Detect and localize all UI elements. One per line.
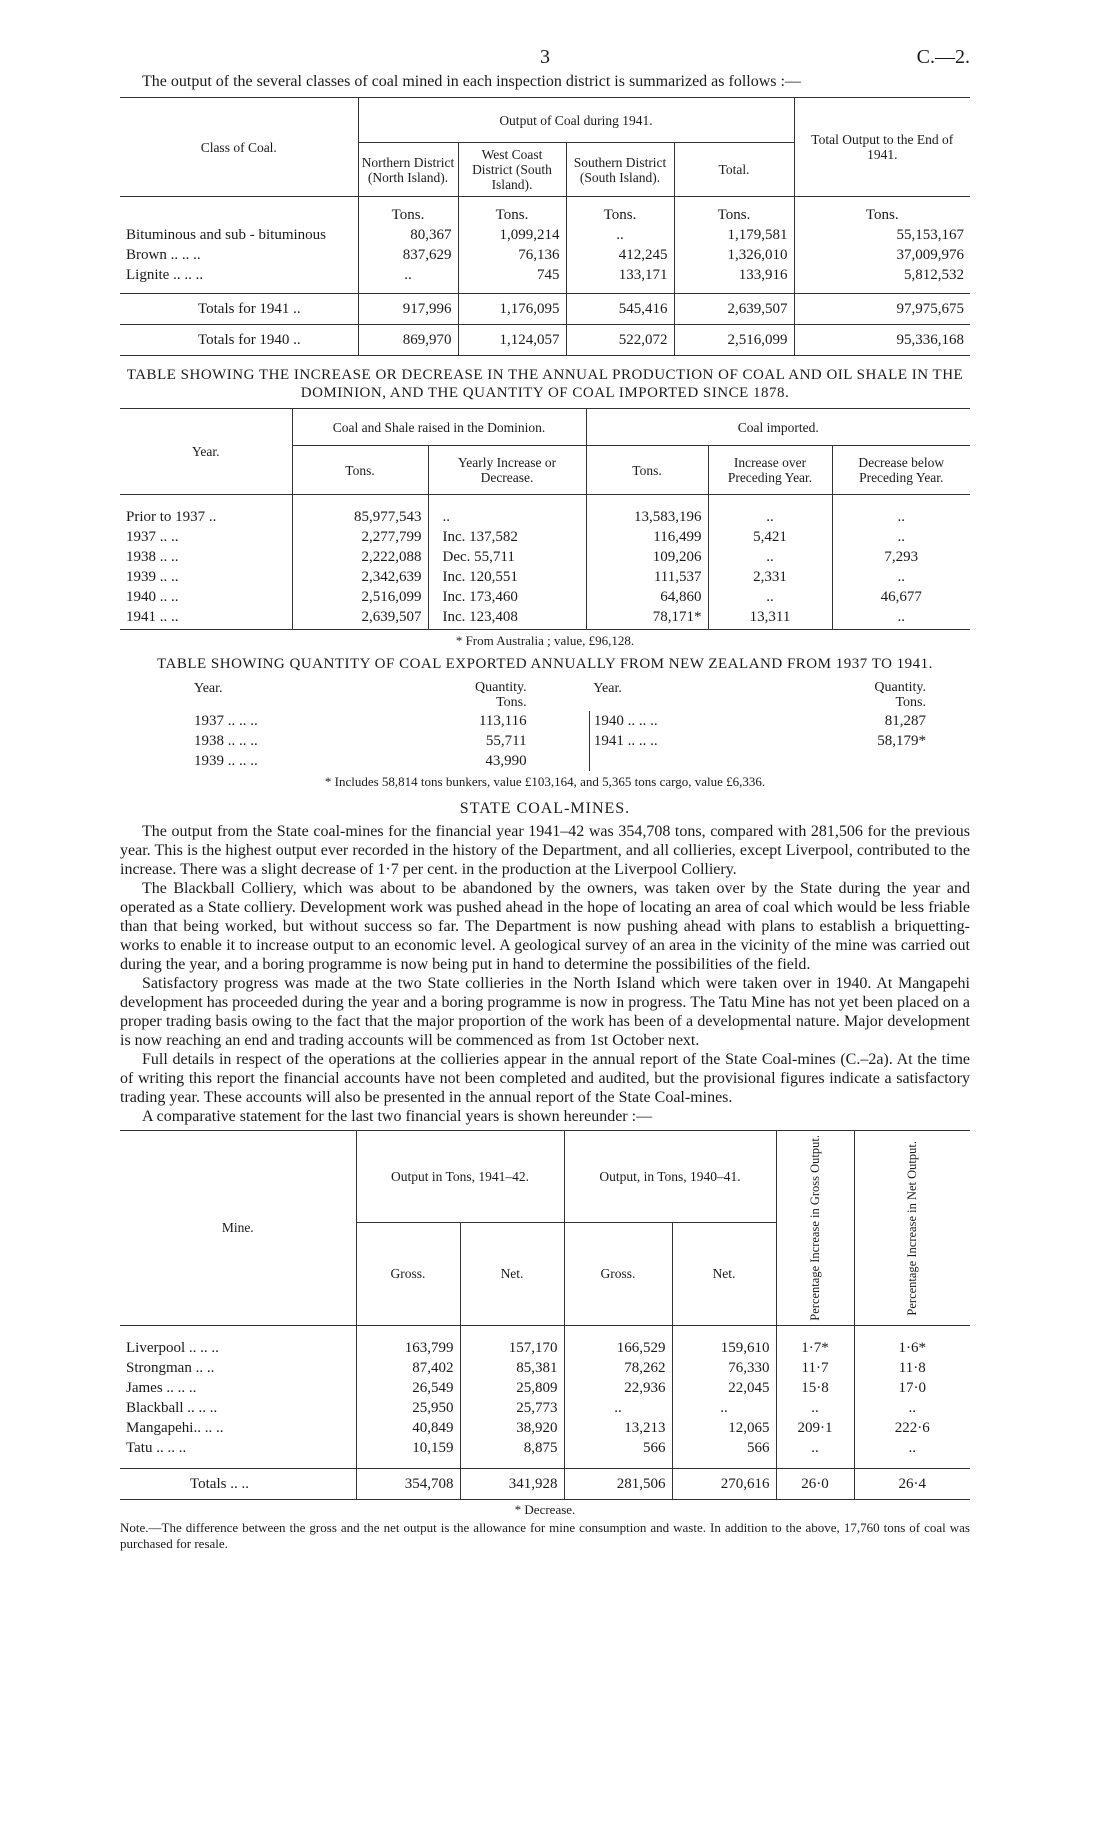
unit-label: Tons. xyxy=(358,205,458,225)
cell: 55,153,167 xyxy=(794,225,970,245)
table-row xyxy=(120,587,970,607)
unit-label: Tons. xyxy=(794,205,970,225)
cell: Inc. 137,582 xyxy=(428,527,586,547)
output-group-header: Output of Coal during 1941. xyxy=(358,98,794,143)
page-number: 3 xyxy=(540,46,550,68)
row-label: Lignite .. .. .. xyxy=(126,267,204,283)
body-paragraph: Full details in respect of the operations at the collieries appear in the annual report of the State Coal-mines (C.–2a). At the time of writing this report the financial accounts have not been completed and audited, but the provisional figures indicate a satisfactory trading year. These accounts will also be presented in the annual report of the State Coal-mines. xyxy=(120,1051,970,1106)
cell: 1,176,095 xyxy=(458,294,566,325)
cell: .. xyxy=(708,547,832,567)
cell: 2,342,639 xyxy=(292,567,428,587)
table-row xyxy=(190,751,930,771)
cell: 13,311 xyxy=(708,607,832,627)
cell: 341,928 xyxy=(460,1468,564,1499)
cell: 87,402 xyxy=(356,1358,460,1378)
column-divider xyxy=(531,751,590,771)
cell: 2,639,507 xyxy=(674,294,794,325)
cell: Dec. 55,711 xyxy=(428,547,586,567)
table3-caption: TABLE SHOWING QUANTITY OF COAL EXPORTED ANNUALLY FROM NEW ZEALAND FROM 1937 TO 1941. xyxy=(157,656,933,672)
production-import-table xyxy=(120,408,970,630)
cell: .. xyxy=(832,527,970,547)
cell: 95,336,168 xyxy=(794,325,970,356)
cell: 1·6* xyxy=(854,1338,970,1358)
cell: 5,812,532 xyxy=(794,265,970,285)
cell: 13,583,196 xyxy=(586,507,708,527)
cell: 159,610 xyxy=(672,1338,776,1358)
cell: 270,616 xyxy=(672,1468,776,1499)
body-paragraph: The output from the State coal-mines for the financial year 1941–42 was 354,708 tons, compared with 281,506 for the previous year. This is the highest output ever recorded in the history of the Department, and all collieries, except Liverpool, contributed to the increase. There was a slight decrease of 1·7 per cent. in the production at the Liverpool Colliery. xyxy=(120,823,970,878)
table-row xyxy=(120,507,970,527)
cell: 116,499 xyxy=(586,527,708,547)
exp-unit: Tons. xyxy=(895,695,926,710)
row-label: Bituminous and sub - bituminous xyxy=(126,227,327,243)
cell: .. xyxy=(358,265,458,285)
cell: Inc. 173,460 xyxy=(428,587,586,607)
cell: 2,331 xyxy=(708,567,832,587)
unit-label: Tons. xyxy=(458,205,566,225)
cell: 37,009,976 xyxy=(794,245,970,265)
row-label: 1941 .. .. .. xyxy=(593,733,658,749)
unit-label: Tons. xyxy=(674,205,794,225)
cell: 25,773 xyxy=(460,1398,564,1418)
row-label xyxy=(589,751,812,771)
cell: 11·7 xyxy=(776,1358,854,1378)
row-label: Blackball .. .. .. xyxy=(126,1399,218,1416)
cell: 1,326,010 xyxy=(674,245,794,265)
body-paragraph: The Blackball Colliery, which was about to be abandoned by the owners, was taken over by the State during the year and operated as a State colliery. Development work was pushed ahead in the hope of locating an area of coal which would be less friable than that being worked, but without success so far. The Department is now pushing ahead with plans to establish a briquetting-works to enable it to increase output to an economic level. A geological survey of an area in the vicinity of the mine was carried out during the year, and a boring programme is now being put in hand to determine the possibilities of the field. xyxy=(120,880,970,973)
imported-group-header: Coal imported. xyxy=(586,409,970,446)
cell: 26·0 xyxy=(776,1468,854,1499)
table-row xyxy=(120,1438,970,1458)
col-increase-header: Increase over Preceding Year. xyxy=(708,446,832,495)
cell: 157,170 xyxy=(460,1338,564,1358)
exp-col-year-header: Year. xyxy=(194,681,223,696)
table-row xyxy=(120,245,970,265)
cell: 76,136 xyxy=(458,245,566,265)
col-decrease-header: Decrease below Preceding Year. xyxy=(832,446,970,495)
cell: .. xyxy=(708,587,832,607)
cell: 76,330 xyxy=(672,1358,776,1378)
cell: 85,977,543 xyxy=(292,507,428,527)
table-row xyxy=(120,527,970,547)
cell: 837,629 xyxy=(358,245,458,265)
col-gross-header: Gross. xyxy=(356,1222,460,1325)
cell: 545,416 xyxy=(566,294,674,325)
cell: .. xyxy=(832,567,970,587)
col-northern-header: Northern District (North Island). xyxy=(358,143,458,197)
row-label: 1937 .. .. xyxy=(126,529,179,545)
cell: .. xyxy=(832,607,970,627)
row-label: Strongman .. .. xyxy=(126,1359,215,1376)
cell: .. xyxy=(832,507,970,527)
document-page xyxy=(120,40,970,1552)
cell: 17·0 xyxy=(854,1378,970,1398)
page-header xyxy=(120,40,970,72)
row-label: Totals for 1941 .. xyxy=(198,301,301,317)
cell: 80,367 xyxy=(358,225,458,245)
col-tons-header: Tons. xyxy=(292,446,428,495)
row-label: James .. .. .. xyxy=(126,1379,197,1396)
row-label: Liverpool .. .. .. xyxy=(126,1339,219,1356)
cell: .. xyxy=(854,1398,970,1418)
col-net-header: Net. xyxy=(672,1222,776,1325)
cell: 133,171 xyxy=(566,265,674,285)
col-pct-net-header: Percentage Increase in Net Output. xyxy=(904,1140,919,1316)
section-title: STATE COAL-MINES. xyxy=(459,800,631,817)
cell: Inc. 123,408 xyxy=(428,607,586,627)
unit-label: Tons. xyxy=(566,205,674,225)
cell: 163,799 xyxy=(356,1338,460,1358)
table-row xyxy=(120,567,970,587)
table4-note: Note.—The difference between the gross and the net output is the allowance for mine consumption and waste. In addition to the above, 17,760 tons of coal was purchased for resale. xyxy=(120,1519,970,1551)
exp-col-qty-header: Quantity. xyxy=(874,680,926,695)
cell: .. xyxy=(672,1398,776,1418)
col-yearly-change-header: Yearly Increase or Decrease. xyxy=(428,446,586,495)
intro-paragraph: The output of the several classes of coal mined in each inspection district is summarized as follows :— xyxy=(142,73,801,90)
cell: 22,936 xyxy=(564,1378,672,1398)
cell: .. xyxy=(428,507,586,527)
cell: 81,287 xyxy=(884,713,926,729)
row-label: 1938 .. .. xyxy=(126,549,179,565)
cell: 166,529 xyxy=(564,1338,672,1358)
comparative-intro: A comparative statement for the last two financial years is shown hereunder :— xyxy=(142,1108,653,1125)
cell: .. xyxy=(566,225,674,245)
cell: 566 xyxy=(564,1438,672,1458)
cell: 917,996 xyxy=(358,294,458,325)
exp-col-year-header: Year. xyxy=(593,681,622,696)
exp-unit: Tons. xyxy=(496,695,527,710)
cell: 566 xyxy=(672,1438,776,1458)
row-label: 1939 .. .. xyxy=(126,569,179,585)
cell: 133,916 xyxy=(674,265,794,285)
cell: 2,277,799 xyxy=(292,527,428,547)
cell: 1·7* xyxy=(776,1338,854,1358)
cell: 281,506 xyxy=(564,1468,672,1499)
cell: 26·4 xyxy=(854,1468,970,1499)
coal-class-output-table xyxy=(120,97,970,356)
row-label: Totals for 1940 .. xyxy=(198,332,301,348)
cell: 64,860 xyxy=(586,587,708,607)
table-row xyxy=(120,265,970,285)
cell: 38,920 xyxy=(460,1418,564,1438)
row-label: Tatu .. .. .. xyxy=(126,1439,187,1456)
cell: 43,990 xyxy=(485,753,527,769)
body-paragraph: Satisfactory progress was made at the two State collieries in the North Island which were taken over in 1940. At Mangapehi development has proceeded during the year and a boring programme is now in progress. The Tatu Mine has not yet been placed on a proper trading basis owing to the fact that the major proportion of the work has been of a developmental nature. Major development is now reaching an end and trading accounts will be commenced as from 1st October next. xyxy=(120,975,970,1049)
table-row xyxy=(190,711,930,731)
table-row xyxy=(120,1378,970,1398)
cell: 13,213 xyxy=(564,1418,672,1438)
row-label: Totals .. .. xyxy=(190,1475,249,1492)
row-label: 1938 .. .. .. xyxy=(194,733,258,749)
table2-caption: TABLE SHOWING THE INCREASE OR DECREASE IN THE ANNUAL PRODUCTION OF COAL AND OIL SHALE IN THE DOMINION, AND THE QUANTITY OF COAL IMPORTED SINCE 1878. xyxy=(126,367,964,401)
table-row xyxy=(190,731,930,751)
units-row xyxy=(120,205,970,225)
cell: 111,537 xyxy=(586,567,708,587)
col-westcoast-header: West Coast District (South Island). xyxy=(458,143,566,197)
cell: 10,159 xyxy=(356,1438,460,1458)
cell: 26,549 xyxy=(356,1378,460,1398)
cell: 222·6 xyxy=(854,1418,970,1438)
col-gross-header: Gross. xyxy=(564,1222,672,1325)
cell xyxy=(813,751,930,771)
cell: .. xyxy=(708,507,832,527)
state-mines-table xyxy=(120,1130,970,1500)
cell: 522,072 xyxy=(566,325,674,356)
output-4142-group-header: Output in Tons, 1941–42. xyxy=(356,1131,564,1223)
cell: 1,179,581 xyxy=(674,225,794,245)
cell: 85,381 xyxy=(460,1358,564,1378)
row-label: Mangapehi.. .. .. xyxy=(126,1419,224,1436)
cell: .. xyxy=(776,1438,854,1458)
cell: .. xyxy=(564,1398,672,1418)
row-label: 1937 .. .. .. xyxy=(194,713,258,729)
cell: 1,124,057 xyxy=(458,325,566,356)
row-label: 1941 .. .. xyxy=(126,609,179,625)
cell: 2,516,099 xyxy=(674,325,794,356)
col-southern-header: Southern District (South Island). xyxy=(566,143,674,197)
table-row xyxy=(120,1358,970,1378)
cell: 22,045 xyxy=(672,1378,776,1398)
dominion-group-header: Coal and Shale raised in the Dominion. xyxy=(292,409,586,446)
table-row xyxy=(120,547,970,567)
cell: 5,421 xyxy=(708,527,832,547)
row-label: Brown .. .. .. xyxy=(126,247,201,263)
table4-footnote: * Decrease. xyxy=(514,1501,576,1517)
cell: 745 xyxy=(458,265,566,285)
table-row xyxy=(120,1398,970,1418)
table-row xyxy=(120,1338,970,1358)
table3-footnote: * Includes 58,814 tons bunkers, value £103,164, and 5,365 tons cargo, value £6,336. xyxy=(324,774,766,789)
cell: 12,065 xyxy=(672,1418,776,1438)
cell: 2,222,088 xyxy=(292,547,428,567)
cell: 7,293 xyxy=(832,547,970,567)
exp-col-qty-header: Quantity. xyxy=(475,680,527,695)
cell: .. xyxy=(854,1438,970,1458)
table-row xyxy=(120,607,970,627)
cell: 1,099,214 xyxy=(458,225,566,245)
cell: 25,950 xyxy=(356,1398,460,1418)
cell: .. xyxy=(776,1398,854,1418)
cell: 25,809 xyxy=(460,1378,564,1398)
totals-row xyxy=(120,1468,970,1499)
cell: Inc. 120,551 xyxy=(428,567,586,587)
col-pct-gross-header: Percentage Increase in Gross Output. xyxy=(807,1135,822,1321)
cell: 15·8 xyxy=(776,1378,854,1398)
cell: 412,245 xyxy=(566,245,674,265)
col-year-header: Year. xyxy=(120,409,292,495)
cell: 78,262 xyxy=(564,1358,672,1378)
cell: 78,171* xyxy=(586,607,708,627)
cell: 46,677 xyxy=(832,587,970,607)
row-label: 1940 .. .. .. xyxy=(593,713,658,729)
cell: 58,179* xyxy=(877,733,926,749)
output-4041-group-header: Output, in Tons, 1940–41. xyxy=(564,1131,776,1223)
table2-footnote: * From Australia ; value, £96,128. xyxy=(455,633,635,648)
cell: 2,639,507 xyxy=(292,607,428,627)
report-reference: C.—2. xyxy=(916,46,970,68)
col-class-header: Class of Coal. xyxy=(120,98,358,197)
cell: 55,711 xyxy=(485,733,527,749)
cell: 113,116 xyxy=(478,713,527,729)
column-divider xyxy=(531,711,590,731)
row-label: Prior to 1937 .. xyxy=(126,509,217,525)
cell: 97,975,675 xyxy=(794,294,970,325)
cell: 869,970 xyxy=(358,325,458,356)
row-label: 1940 .. .. xyxy=(126,589,179,605)
export-table xyxy=(190,679,930,771)
table-row xyxy=(120,1418,970,1438)
col-total-to-date-header: Total Output to the End of 1941. xyxy=(794,98,970,197)
cell: 109,206 xyxy=(586,547,708,567)
cell: 40,849 xyxy=(356,1418,460,1438)
column-divider xyxy=(531,731,590,751)
table-row xyxy=(120,225,970,245)
col-total-header: Total. xyxy=(674,143,794,197)
col-mine-header: Mine. xyxy=(120,1131,356,1326)
cell: 354,708 xyxy=(356,1468,460,1499)
cell: 2,516,099 xyxy=(292,587,428,607)
col-import-tons-header: Tons. xyxy=(586,446,708,495)
cell: 8,875 xyxy=(460,1438,564,1458)
totals-row xyxy=(120,294,970,325)
cell: 11·8 xyxy=(854,1358,970,1378)
totals-row xyxy=(120,325,970,356)
cell: 209·1 xyxy=(776,1418,854,1438)
col-net-header: Net. xyxy=(460,1222,564,1325)
row-label: 1939 .. .. .. xyxy=(194,753,258,769)
